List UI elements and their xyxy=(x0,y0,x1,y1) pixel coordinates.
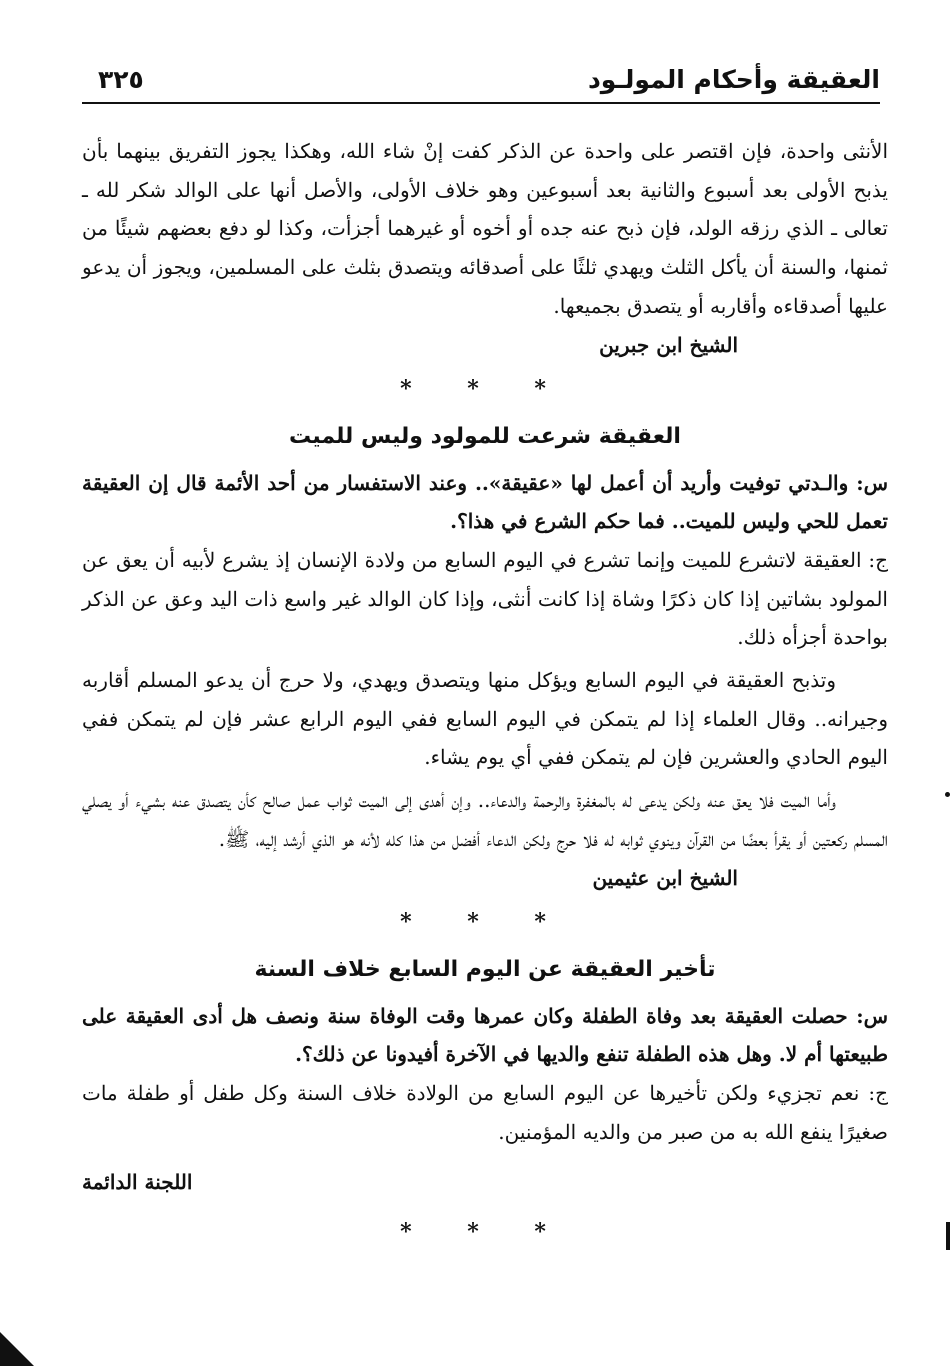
question-text: س: حصلت العقيقة بعد وفاة الطفلة وكان عمرها وقت الوفاة سنة ونصف هل أدى العقيقة على طبيعتها أم لا. وهل هذه الطفلة تنفع والديها في الآخرة أفيدونا عن ذلك؟. xyxy=(82,1003,888,1067)
attribution-ibn-jibreen: الشيخ ابن جبرين xyxy=(599,332,738,357)
attribution-permanent-committee: اللجنة الدائمة xyxy=(82,1170,193,1195)
scan-edge-mark xyxy=(946,1222,950,1250)
section-separator: * * * xyxy=(400,375,570,402)
attribution-ibn-uthaymeen: الشيخ ابن عثيمين xyxy=(592,865,738,890)
running-title: العقيقة وأحكام المولـود xyxy=(587,65,880,94)
section-separator: * * * xyxy=(400,1219,570,1246)
section-separator: * * * xyxy=(400,908,570,935)
page-header xyxy=(82,62,880,104)
question-text: س: والـدتي توفيت وأريد أن أعمل لها «عقيقة».. وعند الاستفسار من أحد الأئمة قال إن العقيقة تعمل للحي وليس للميت.. فما حكم الشرع في هذا؟. xyxy=(82,470,888,534)
answer-text: ج: نعم تجزيء ولكن تأخيرها عن اليوم السابع من الولادة خلاف السنة وكل طفل أو طفلة مات صغيرًا ينفع الله به من صبر من والديه المؤمنين. xyxy=(82,1080,888,1144)
page-content xyxy=(82,132,888,1257)
scan-dot-mark xyxy=(945,792,950,797)
corner-arrow-icon xyxy=(0,1332,34,1366)
answer-paragraph: وتذبح العقيقة في اليوم السابع ويؤكل منها ويتصدق ويهدي، ولا حرج أن يدعو المسلم أقاربه وجيرانه.. وقال العلماء إذا لم يتمكن في اليوم السابع ففي اليوم الرابع عشر فإن لم يتمكن ففي اليوم الحادي والعشرين فإن لم يتمكن ففي أي يوم يشاء. xyxy=(82,668,888,770)
section-title-aqiqah-for-newborn: العقيقة شرعت للمولود وليس للميت xyxy=(289,423,681,449)
page-number: ٣٢٥ xyxy=(98,65,144,94)
intro-paragraph: الأنثى واحدة، فإن اقتصر على واحدة عن الذكر كفت إنْ شاء الله، وهكذا يجوز التفريق بينهما بأن يذبح الأولى بعد أسبوع والثانية بعد أسبوعين وهو خلاف الأولى، والأصل أنها على الوالد شكر لله ـ تعالى ـ الذي رزقه الولد، فإن ذبح عنه جده أو أخوه أو غيرهما أجزأت، وكذا لو دفع بعضهم شيئًا من ثمنها، والسنة أن يأكل الثلث ويهدي ثلثًا على أصدقائه ويتصدق بثلث على المسلمين، ويجوز أن يدعو عليها أصدقاءه وأقاربه أو يتصدق بجميعها. xyxy=(82,139,888,318)
section-title-delaying-aqiqah: تأخير العقيقة عن اليوم السابع خلاف السنة xyxy=(254,956,716,982)
answer-text: ج: العقيقة لاتشرع للميت وإنما تشرع في اليوم السابع من ولادة الإنسان إذ يشرع لأبيه أن يعق عن المولود بشاتين إذا كان ذكرًا وشاة إذا كانت أنثى، وإذا كان الوالد غير واسع ذات اليد وعق عن الذكر بواحدة أجزأه ذلك. xyxy=(82,547,888,650)
answer-paragraph: وأما الميت فلا يعق عنه ولكن يدعى له بالمغفرة والرحمة والدعاء.. وإن أهدى إلى الميت ثواب عمل صالح كأن يتصدق عنه بشيء أو يصلي المسلم ركعتين أو يقرأ بعضًا من القرآن وينوي ثوابه له فلا حرج ولكن الدعاء أفضل من هذا كله لأنه هو الذي أرشد إليه، ﷺ. xyxy=(82,788,888,851)
